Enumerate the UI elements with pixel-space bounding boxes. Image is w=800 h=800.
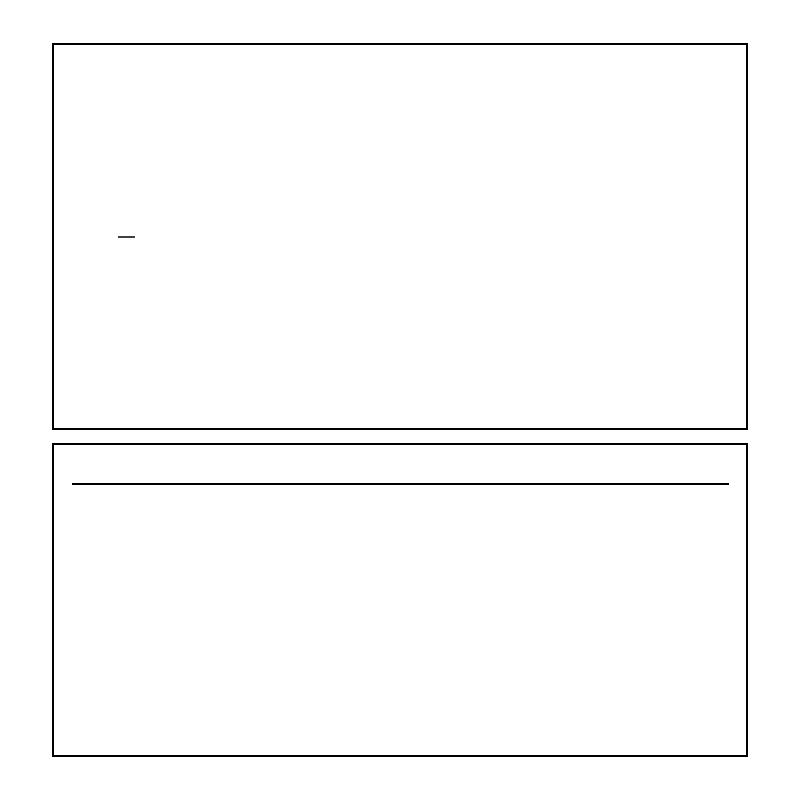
panel-a [52,43,748,430]
panel-b [52,443,748,757]
serial-dilution-diagram [54,45,746,428]
concentration-table [72,483,729,741]
